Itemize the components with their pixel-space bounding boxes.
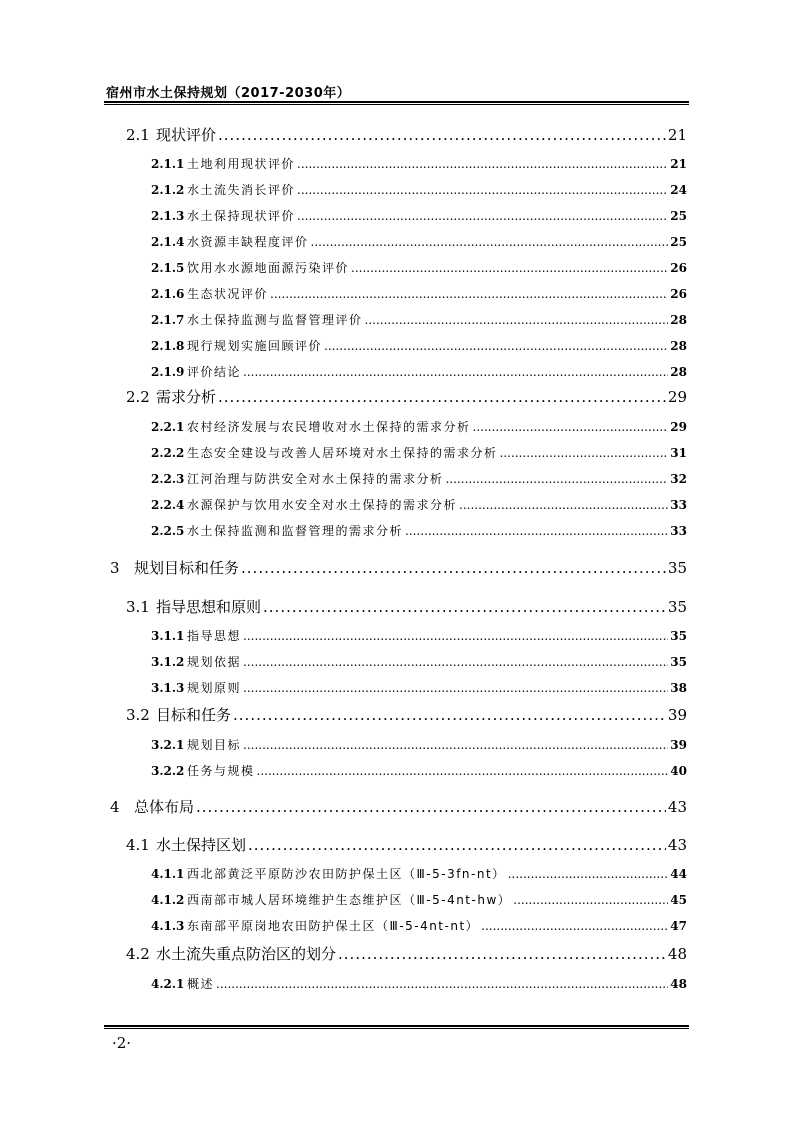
toc-page: 35 (667, 559, 687, 577)
toc-number: 3.2.2 (151, 764, 185, 778)
toc-leader (473, 420, 669, 434)
toc-page: 43 (667, 798, 687, 816)
toc-leader (324, 339, 668, 353)
toc-number: 2.2.3 (151, 472, 185, 486)
toc-leader (233, 706, 666, 724)
toc-entry[interactable] (126, 124, 687, 145)
toc-number: 2.1.2 (151, 183, 185, 197)
toc-entry[interactable] (151, 233, 687, 250)
toc-entry[interactable] (151, 496, 687, 513)
toc-page: 28 (670, 339, 687, 353)
toc-entry[interactable] (151, 917, 687, 934)
toc-entry[interactable] (126, 596, 687, 617)
toc-number: 4.2.1 (151, 977, 185, 991)
toc-entry[interactable] (151, 891, 687, 908)
toc-entry[interactable] (151, 762, 687, 779)
toc-page: 21 (670, 157, 687, 171)
toc-leader (297, 157, 668, 171)
toc-number: 4.1 (126, 836, 150, 854)
running-header: 宿州市水土保持规划（2017-2030年） (106, 86, 351, 101)
toc-page: 40 (670, 764, 687, 778)
toc-leader (297, 209, 668, 223)
toc-title: 总体布局 (134, 798, 195, 816)
toc-title: 规划目标 (187, 738, 242, 752)
footer-rule-thick (104, 1025, 689, 1027)
toc-page: 48 (667, 945, 687, 963)
toc-number: 2.1.4 (151, 235, 185, 249)
toc-entry[interactable] (110, 557, 687, 578)
toc-number: 4.1.3 (151, 919, 185, 933)
toc-number: 2.2.5 (151, 524, 185, 538)
toc-number: 2.1.9 (151, 365, 185, 379)
toc-leader (243, 365, 668, 379)
toc-page: 43 (667, 836, 687, 854)
toc-title: 水源保护与饮用水安全对水土保持的需求分析 (187, 498, 458, 512)
toc-number: 2.1.6 (151, 287, 185, 301)
toc-number: 2.2.2 (151, 446, 185, 460)
toc-number: 2.2 (126, 388, 150, 406)
toc-title: 目标和任务 (156, 706, 232, 724)
footer-rule-thin (104, 1028, 689, 1029)
toc-number: 2.1.8 (151, 339, 185, 353)
toc-entry[interactable] (151, 363, 687, 380)
toc-leader (241, 559, 666, 577)
toc-number: 3.1.1 (151, 629, 185, 643)
toc-page: 29 (670, 420, 687, 434)
toc-page: 35 (670, 655, 687, 669)
toc-title: 水土流失重点防治区的划分 (156, 945, 337, 963)
toc-leader (270, 287, 668, 301)
toc-title: 农村经济发展与农民增收对水土保持的需求分析 (187, 420, 471, 434)
toc-entry[interactable] (151, 522, 687, 539)
toc-title: 现状评价 (156, 126, 217, 144)
toc-leader (257, 764, 669, 778)
toc-title: 饮用水水源地面源污染评价 (187, 261, 350, 275)
toc-title: 西北部黄泛平原防沙农田防护保土区（Ⅲ-5-3fn-nt） (187, 867, 506, 881)
toc-title: 指导思想 (187, 629, 242, 643)
toc-page: 39 (670, 738, 687, 752)
toc-leader (263, 598, 666, 616)
toc-entry[interactable] (151, 975, 687, 992)
toc-number: 2.1.7 (151, 313, 185, 327)
toc-number: 2.2.1 (151, 420, 185, 434)
toc-title: 东南部平原岗地农田防护保土区（Ⅲ-5-4nt-nt） (187, 919, 480, 933)
toc-page: 35 (670, 629, 687, 643)
toc-entry[interactable] (126, 834, 687, 855)
toc-entry[interactable] (151, 181, 687, 198)
toc-leader (196, 798, 666, 816)
toc-title: 评价结论 (187, 365, 242, 379)
header-rule-thick (104, 101, 689, 103)
toc-leader (297, 183, 668, 197)
toc-entry[interactable] (151, 679, 687, 696)
toc-title: 规划原则 (187, 681, 242, 695)
toc-entry[interactable] (151, 207, 687, 224)
toc-page: 39 (667, 706, 687, 724)
toc-title: 需求分析 (156, 388, 217, 406)
toc-title: 规划目标和任务 (134, 559, 240, 577)
toc-entry[interactable] (151, 285, 687, 302)
toc-page: 31 (670, 446, 687, 460)
toc-leader (365, 313, 669, 327)
toc-title: 水土保持监测与监督管理评价 (187, 313, 363, 327)
toc-page: 21 (667, 126, 687, 144)
toc-page: 24 (670, 183, 687, 197)
toc-number: 3.1.3 (151, 681, 185, 695)
toc-number: 2.1.5 (151, 261, 185, 275)
toc-page: 33 (670, 498, 687, 512)
toc-leader (351, 261, 668, 275)
toc-leader (243, 738, 668, 752)
toc-leader (311, 235, 669, 249)
toc-entry[interactable] (126, 704, 687, 725)
toc-title: 水土保持监测和监督管理的需求分析 (187, 524, 404, 538)
toc-page: 38 (670, 681, 687, 695)
toc-page: 35 (667, 598, 687, 616)
toc-entry[interactable] (110, 796, 687, 817)
toc-entry[interactable] (151, 653, 687, 670)
toc-number: 4.2 (126, 945, 150, 963)
toc-leader (459, 498, 668, 512)
toc-leader (481, 919, 668, 933)
toc-title: 水土流失消长评价 (187, 183, 296, 197)
toc-leader (338, 945, 666, 963)
toc-entry[interactable] (126, 943, 687, 964)
toc-page: 32 (670, 472, 687, 486)
toc-number: 4.1.2 (151, 893, 185, 907)
header-rule-thin (104, 104, 689, 105)
toc-title: 水土保持现状评价 (187, 209, 296, 223)
toc-title: 生态状况评价 (187, 287, 269, 301)
toc-entry[interactable] (151, 311, 687, 328)
toc-leader (218, 126, 666, 144)
toc-leader (218, 388, 666, 406)
toc-title: 水土保持区划 (156, 836, 247, 854)
toc-leader (508, 867, 669, 881)
toc-title: 规划依据 (187, 655, 242, 669)
toc-page: 47 (670, 919, 687, 933)
toc-leader (248, 836, 666, 854)
toc-title: 生态安全建设与改善人居环境对水土保持的需求分析 (187, 446, 498, 460)
toc-number: 3.1.2 (151, 655, 185, 669)
toc-leader (500, 446, 669, 460)
page-number: ·2· (112, 1034, 132, 1052)
toc-page: 25 (670, 235, 687, 249)
toc-page: 44 (670, 867, 687, 881)
toc-entry[interactable] (151, 627, 687, 644)
toc-number: 4.1.1 (151, 867, 185, 881)
toc-entry[interactable] (151, 337, 687, 354)
toc-number: 2.1.1 (151, 157, 185, 171)
toc-number: 3.2 (126, 706, 150, 724)
toc-page: 26 (670, 261, 687, 275)
toc-title: 任务与规模 (187, 764, 255, 778)
toc-title: 现行规划实施回顾评价 (187, 339, 323, 353)
toc-page: 29 (667, 388, 687, 406)
toc-entry[interactable] (126, 386, 687, 407)
toc-page: 25 (670, 209, 687, 223)
toc-entry[interactable] (151, 155, 687, 172)
toc-number: 2.2.4 (151, 498, 185, 512)
toc-entry[interactable] (151, 444, 687, 461)
toc-number: 2.1 (126, 126, 150, 144)
toc-entry[interactable] (151, 259, 687, 276)
toc-title: 指导思想和原则 (156, 598, 262, 616)
toc-page: 48 (670, 977, 687, 991)
toc-leader (446, 472, 669, 486)
toc-page: 26 (670, 287, 687, 301)
toc-leader (513, 893, 668, 907)
toc-title: 水资源丰缺程度评价 (187, 235, 309, 249)
toc-number: 4 (110, 798, 120, 816)
toc-page: 28 (670, 365, 687, 379)
toc-leader (405, 524, 668, 538)
toc-leader (243, 681, 668, 695)
toc-entry[interactable] (151, 736, 687, 753)
toc-leader (243, 655, 668, 669)
toc-number: 3 (110, 559, 120, 577)
toc-entry[interactable] (151, 470, 687, 487)
toc-leader (216, 977, 668, 991)
toc-title: 概述 (187, 977, 215, 991)
toc-title: 西南部市城人居环境维护生态维护区（Ⅲ-5-4nt-hw） (187, 893, 512, 907)
toc-entry[interactable] (151, 865, 687, 882)
toc-page: 33 (670, 524, 687, 538)
toc-leader (243, 629, 668, 643)
toc-title: 土地利用现状评价 (187, 157, 296, 171)
toc-entry[interactable] (151, 418, 687, 435)
toc-number: 3.1 (126, 598, 150, 616)
toc-number: 2.1.3 (151, 209, 185, 223)
toc-title: 江河治理与防洪安全对水土保持的需求分析 (187, 472, 444, 486)
toc-number: 3.2.1 (151, 738, 185, 752)
toc-page: 45 (670, 893, 687, 907)
toc-page: 28 (670, 313, 687, 327)
